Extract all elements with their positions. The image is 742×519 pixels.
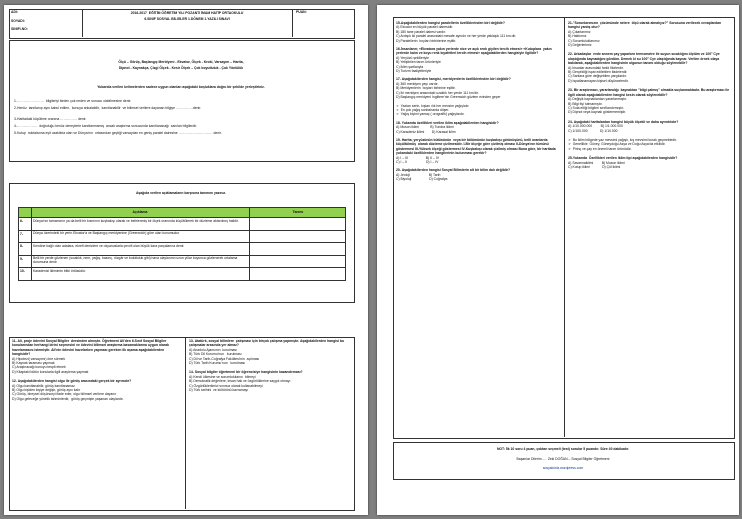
question-block xyxy=(568,120,730,133)
row-description: Dünya üzerindeki bir yerin Ekvator'a ve Başlangıç meridyenine (Greenwich) göre olan konumudur xyxy=(33,231,180,236)
answer-option[interactable]: D) Turizm faaliyetleriyle xyxy=(396,69,432,74)
fill-item-5: 5-Kutup noktalarına eşit uzaklıkta olan ve Dünya'nın ortasından geçtiği varsayılan en geniş paralel dairesine ………………………… denir. xyxy=(14,131,222,135)
wordbank-instruction: Yukarıda verilen kelimelerden sadece uygun olanları aşağıdaki boşluklara doğru bir şekilde yerleştiriniz. xyxy=(97,85,265,89)
exam-title-line1: 2016-2017 EĞİTİM ÖĞRETİM YILI POZANTI İMAM HATİP ORTAOKULU xyxy=(130,11,244,15)
answer-option[interactable]: A) 1/10.000.000 B) 1/1.000.000 xyxy=(568,124,623,129)
answer-option[interactable]: A) Jeoloji B) Tarih xyxy=(396,172,441,177)
fill-item-2: 2-Henüz tanıtlanıp aynı kabul edilen, konuya ankalabilir, kanıtlanabilir ve bilimsel verilere dayanan bilgiye ……………denir. xyxy=(14,106,202,110)
table-row xyxy=(19,230,345,244)
question-text: 13- Atatürk, sosyal bilimlere çalışması için birçok çalışma yapmıştır. Aşağıdakilerden hangisi bu çalışmalar arasında yer almaz? xyxy=(189,339,345,348)
fill-item-3: 3-Haritadaki küçültme oranına …………… denir. xyxy=(14,117,87,121)
answer-option[interactable]: C) Ardışık iki paralel arasındaki mesafe aynıdır ve her yerde yaklaşık 111 km.dir. xyxy=(396,34,517,39)
question-text: 14- Sosyal bilgiler öğretmeni bir öğrencisiye hangisinin kazandırması? xyxy=(189,370,303,375)
name-label: ADI: xyxy=(11,10,18,14)
footer-url: sosyalciniz.wordpress.com xyxy=(542,466,584,470)
question-block xyxy=(568,138,730,151)
table-row xyxy=(19,217,345,231)
answer-option[interactable]: C) Görüş, bireysel düşünceyi ifade eder, olgu bilimsel verilere dayanır xyxy=(12,392,117,397)
answer-option[interactable]: A) Muson iklimi B) Tundra iklimi xyxy=(396,125,454,130)
question-text: 17- Aşağıdakilerden hangisi, meridyenlerin özelliklerinden biri değildir? xyxy=(396,77,511,82)
question-text: 23- Bir araştırmacı, yararlandığı kaynaktan "bilgi çalmış" olmakla suçlanmaktadır. Bu araştırmacı ile ilgili olarak aşağıdakilerden hangisi kesin olarak söylenebilir? xyxy=(568,88,731,97)
answer-option[interactable]: C) Araştıracağı konuyu tespit etmek xyxy=(12,365,66,370)
question-text: 25-Yukarıda Özellikleri verilen iklim tipi aşağıdakilerden hangisidir? xyxy=(568,156,678,161)
question-block xyxy=(189,370,349,392)
question-column-left xyxy=(12,339,182,406)
answer-option[interactable]: ➢ En çok yağış sonbaharda düşer. xyxy=(396,107,450,112)
row-description: Dünya'nın tamamının ya da belli bir kısmının kuşbakışı olarak ve belirlenmiş bir ölçek oranında küçültülerek bir düzleme aktarılmış halidir. xyxy=(33,218,239,223)
answer-option[interactable]: A) İnsanlar arasındaki farklı fikirlerdir. xyxy=(568,65,624,70)
table-row xyxy=(19,255,345,269)
answer-option[interactable]: D) Dipnot veya kaynak göstermemiştir. xyxy=(568,110,627,115)
question-block xyxy=(568,52,730,83)
question-text: 20- Aşağıdakilerden hangisi Sosyal Bilimlerin alt bir bilim dalı değildir? xyxy=(396,168,511,173)
question-block xyxy=(568,21,730,47)
question-block xyxy=(396,104,561,117)
exam-page-2 xyxy=(377,5,739,515)
row-number: 7- xyxy=(20,231,24,236)
answer-option[interactable]: A) 360 meridyen yayı vardır. xyxy=(396,81,439,86)
answer-option[interactable]: C) Karadeniz iklimi D) Karasal iklim xyxy=(396,129,456,134)
answer-option[interactable]: ➢ Yağış biçimi yamaç ( orografik) yağışlardır. xyxy=(396,112,465,117)
surname-label: SOYADI: xyxy=(11,19,25,23)
answer-option[interactable]: A) Anadolu Ajansının kurulması xyxy=(189,347,238,352)
question-block xyxy=(396,138,561,164)
answer-option[interactable]: B) Demokratik değerlere, insan hak ve özgürlüklerine saygılı olmayı xyxy=(189,379,291,384)
table-row xyxy=(19,242,345,256)
answer-option[interactable]: A) Kendi ülkesine ve sorumlulularını bilmeyi xyxy=(189,374,256,379)
question-column-right-p2 xyxy=(568,21,730,174)
answer-option[interactable]: C) Sanlara göre değişebilen yargılardır. xyxy=(568,74,627,79)
question-block xyxy=(396,47,561,73)
answer-option[interactable]: D) Başlangıç meridyeni İngiltere'nin Greenwich gözlem evinden geçer xyxy=(396,95,501,100)
answer-option[interactable]: B) Hakkımız xyxy=(568,34,587,39)
answer-option[interactable]: C) 1/100.000 D) 1/10.000 xyxy=(568,128,618,133)
answer-option[interactable]: D) Ispatlanamayan kişisel düşüncelerdir. xyxy=(568,78,629,83)
question-block xyxy=(396,77,561,99)
question-text: 19- Harita; yeryüzünün bütününün veya bir bölümünün kuşbakışı görünüşünü, belli oranlarda küçültülmüş olarak düzleme çizilmesidir. I-Bir ölçeğe göre çizilmiş olması II-Dünya'nın tümünü göstermesi III-Yüksek ölçeği göstermesi IV-Kuşbakışı olarak çizilmiş olması Buna göre, bir haritada yukarıdaki özelliklerden hangilerinin bulunması gerekir? xyxy=(396,137,557,156)
table-row xyxy=(19,267,345,280)
answer-option[interactable]: A) Ekvator en büyük paralel dairesidir. xyxy=(396,25,454,30)
question-text: 22- Arkadaşlar evde annem çay yaparken termometre ile suyun sıcaklığını ölçtüm ve 100° Cye ulaştığında kaynadığını gördüm. Demek ki su 100° Cye ulaştığında kaynar. Verilen örnek olaya bakılarak, aşağıdakilerden hangisinin olgunun tanımı olduğu söylenebilir? xyxy=(568,52,721,66)
question-text: 18- Yukarıda özellikleri verilen iklim aşağıdakilerden hangisidir? xyxy=(396,120,499,125)
col-aciklama: Açıklama xyxy=(132,210,148,214)
answer-option[interactable]: A) Değişik kaynaklardan yararlanmıştır. xyxy=(568,97,627,102)
question-block xyxy=(12,379,182,401)
question-text: 11- Ali, proje ödevini Sosyal Bilgiler dersinden almıştır. Öğretmeni Ali'den 6.Sınıf Sosyal Bilgiler konularından herhangi birini seçmesini ve ödevini bilimsel araştırma basamaklarına uygun olarak hazırlamasını istemiştir. Ali'nin ödevini hazırlarken yapması gereken ilk aşama aşağıdakilerden hangisidir? xyxy=(12,339,170,357)
answer-option[interactable]: ➢ Yazları serin, kışları ılık her mevsim yağışlıdır. xyxy=(396,103,470,108)
row-description: Kendine bağlı olan adalara, ekrefi denizlere ve okyanuslarla çevrili olan büyük kara parçalarına denir. xyxy=(33,243,185,248)
question-text: 12- Aşağıdakilerden hangisi olgu ile görüş arasındaki gerçek bir ayrımdır? xyxy=(12,379,132,384)
answer-option[interactable]: B) Yetiştirilen tarım ürünleriyle xyxy=(396,60,441,65)
row-number: 6- xyxy=(20,219,24,223)
row-description: Karadenizi iklimimin bitki örtüsüdür. xyxy=(33,268,86,273)
answer-option[interactable]: A) Savannaiklimi B) Muson iklimi xyxy=(568,160,625,165)
answer-option[interactable]: C) Kutup iklimi D) Çöl iklimi xyxy=(568,164,621,169)
wordbank-line2: Dipnot - Kaynakça, Çizgi Ölçek - Kesir Ölçek – Çok boyutluluk - Çok Yönlülük xyxy=(118,66,244,70)
answer-option[interactable]: C) Biyoloji D) Coğrafya xyxy=(396,177,448,182)
question-text: 15-Aşağıdakilerden hangisi paralellerin özelliklerinden biri değildir? xyxy=(396,21,505,25)
exam-title-line2: 6.SINIF SOSYAL BİLGİLER 1.DÖNEM 1.YAZILI SINAVI xyxy=(144,17,230,21)
question-text: 16-İnsanların; «Ekvatora yakın yerlerde nice ve açık renk giyilen tercih etmesi» «Kutuplara yakın yerlerde kalın ve koyu renk kıyafetleri tercih etmesi» aşağıdakilerden hangisiyle ilgilidir? xyxy=(396,47,553,56)
question-block xyxy=(396,121,561,134)
class-label: SINIFI-NO: xyxy=(11,27,28,31)
question-block xyxy=(189,339,349,365)
question-text: 21-"Sorunlarımızın çözümünde nelere ölçü olarak almalıyız?" Sorusuna verilecek cevaplardan hangisi yanlış olur? xyxy=(568,21,722,30)
question-column-right xyxy=(189,339,349,397)
score-label: PUAN: xyxy=(296,10,307,14)
answer-option[interactable]: C) Sorumluluklarımız xyxy=(568,38,600,43)
answer-option[interactable]: A) Olgu kanıtlanabilir, görüş kanıtlanamaz xyxy=(12,383,75,388)
answer-option[interactable]: B) Olgu kişiden kişiye değişir, görüş aynı kalır xyxy=(12,388,81,393)
answer-option[interactable]: A) Çıkarlarımız xyxy=(568,29,591,34)
answer-option[interactable]: D) Paralellerin boyları birbirlerine eşittir. xyxy=(396,38,457,43)
answer-option[interactable]: B) Kaynak taraması yapmak xyxy=(12,361,55,366)
answer-option[interactable]: C) Özgürlükleriimizi sınırsız olarak kullanabilmeyi xyxy=(189,383,263,388)
row-number: 8- xyxy=(20,244,24,249)
answer-option[interactable]: ➢ Pirinç ve çay en önemli tarım ürünüdür. xyxy=(568,146,632,151)
answer-option[interactable]: B) Türk Dil Kurumu'nun kurulması xyxy=(189,352,242,357)
answer-option[interactable]: B) 180 tane paralel dairesi vardır. xyxy=(396,29,446,34)
answer-option[interactable]: C) İki meridyen arasındaki uzaklık her yerde 111 km'dir. xyxy=(396,90,479,95)
question-block xyxy=(568,88,730,114)
answer-option[interactable]: D) Olgu geleceğe yönelik tahminlerdir, görüş geçmişte yaşanan olaylardır. xyxy=(12,396,124,401)
question-block xyxy=(396,21,561,43)
answer-option[interactable]: A) I – III B) II – IV xyxy=(396,155,439,160)
question-column-left-p2 xyxy=(396,21,561,186)
footer-note: NOT: İlk 10 soru 4 puan, çoktan seçmeli (test) sorular 5 puandır. Süre 40 dakikadır. xyxy=(496,447,630,451)
answer-option[interactable]: C) I – II D) I – IV xyxy=(396,159,439,164)
definition-table xyxy=(18,207,346,281)
fill-item-4: 4-……………… doğruluğu henüz deneylerle kanıtlanmamış ancak araştırma sonucunda kanıtlanacağı sanılan bilgilerdir. xyxy=(14,124,198,128)
answer-option[interactable]: A) Hipotezi( varsayımı) öne sürmek xyxy=(12,356,66,361)
answer-option[interactable]: B) Gerçekliği ispat edilebilen ifadelerdir. xyxy=(568,70,628,75)
row-description: Belli bir yerde gözlenen (sıcaklık, nem, yağış, basınç, rüzgâr ve bulutluluk gibi) hava olaylarının uzun yıllar boyunca gözlenerek ortalama durumuna denir. xyxy=(33,256,238,265)
answer-option[interactable]: A) Yeryüzü şekilleriyle xyxy=(396,55,429,60)
exam-page-1 xyxy=(4,5,368,515)
answer-option[interactable]: B) Meridyenlerin boyları birbirine eşittir. xyxy=(396,86,456,91)
answer-option[interactable]: C) Dil ve Tarih-Coğrafya Fakültesi'nin açılması xyxy=(189,356,260,361)
answer-option[interactable]: ➢ Genellikle Güney, Güneydoğu Asya ve Doğu Asya'da etkilidir. xyxy=(568,142,666,147)
question-text: 24- Aşağıdaki haritalardan hangisi büyük ölçekli ve daha ayrıntılıdır? xyxy=(568,119,679,124)
answer-option[interactable]: D) Kitaptaki bütün konularla ilgili araştırma yapmak xyxy=(12,369,89,374)
wordbank-line1: Ölçü – Görüş, Başlangıç Meridyeni - Ekvator, Ölçek - Kroki, Varsayım – Harita, xyxy=(118,60,244,64)
row-number: 10- xyxy=(20,269,25,274)
row-number: 9- xyxy=(20,256,24,261)
col-tanimi: Tanımı xyxy=(292,210,304,214)
question-block xyxy=(12,339,182,374)
answer-option[interactable]: ➢ Bu iklim bölgede yaz mevsimi yağışlı, kış mevsimi kurak geçmektedir. xyxy=(568,137,677,142)
fill-item-1: 1.…………………… bilgileriyi birden çok neden ve sonucu olabilmesine denir. xyxy=(14,99,132,103)
table-heading: Aşağıda verilen açıklamaların karşısına tanımını yazınız. xyxy=(135,191,227,195)
answer-option[interactable]: C) Sıda etliği bilgileri sınıflandırmıştır. xyxy=(568,105,624,110)
answer-option[interactable]: D) Türk Tarih Kurumu'nun kurulması xyxy=(189,361,246,366)
answer-option[interactable]: C) İklim şartlarıyla xyxy=(396,64,424,69)
answer-option[interactable]: D) Türk tarihini ve kültürünü kavramayı xyxy=(189,388,249,393)
answer-option[interactable]: B) Bilgi fişi tutmamıştır. xyxy=(568,101,603,106)
answer-option[interactable]: D) Değerlerimiz xyxy=(568,43,592,48)
footer-wish: Başarılar Dilerim…. Zeki DOĞAN – Sosyal Bilgiler Öğretmeni xyxy=(516,457,610,461)
question-block xyxy=(568,156,730,169)
question-block xyxy=(396,168,561,181)
